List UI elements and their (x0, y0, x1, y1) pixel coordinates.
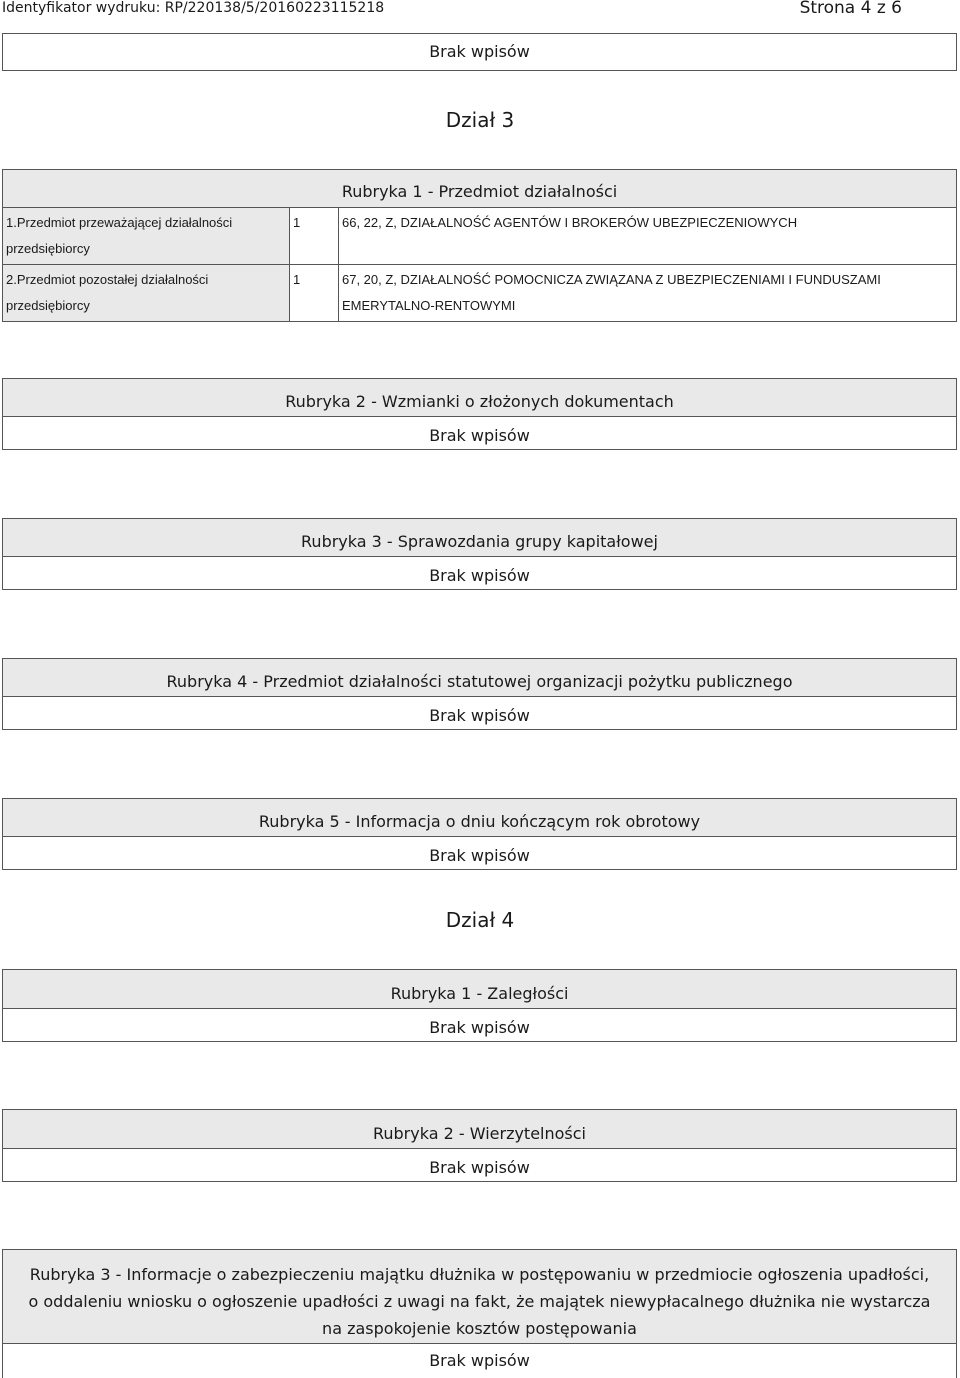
dzial4-rubryka3-body: Brak wpisów (429, 1351, 530, 1370)
dzial4-rubryka2-title: Rubryka 2 - Wierzytelności (3, 1110, 956, 1149)
dzial3-title: Dział 3 (445, 108, 515, 132)
dzial3-rubryka4-body: Brak wpisów (429, 706, 530, 725)
dzial3-rubryka3-body: Brak wpisów (429, 566, 530, 585)
dzial3-rubryka1-table (2, 207, 957, 322)
dzial3-rubryka2-title: Rubryka 2 - Wzmianki o złożonych dokumentach (3, 379, 956, 417)
table-row (3, 265, 957, 322)
table-row (3, 208, 957, 265)
dzial4-rubryka1-body: Brak wpisów (429, 1018, 530, 1037)
print-identifier: Identyfikator wydruku: RP/220138/5/20160223115218 (2, 0, 385, 16)
row-value: 67, 20, Z, DZIAŁALNOŚĆ POMOCNICZA ZWIĄZANA Z UBEZPIECZENIAMI I FUNDUSZAMI EMERYTALNO-RENTOWYMI (339, 265, 957, 322)
row-value: 66, 22, Z, DZIAŁALNOŚĆ AGENTÓW I BROKERÓW UBEZPIECZENIOWYCH (339, 208, 957, 265)
top-box-body: Brak wpisów (429, 42, 530, 61)
top-box (2, 33, 957, 71)
dzial3-rubryka3 (2, 518, 957, 590)
dzial4-rubryka1 (2, 969, 957, 1042)
dzial3-rubryka1-title: Rubryka 1 - Przedmiot działalności (3, 170, 956, 207)
dzial3-rubryka4 (2, 658, 957, 730)
dzial3-rubryka5-title: Rubryka 5 - Informacja o dniu kończącym rok obrotowy (3, 799, 956, 837)
dzial3-rubryka2 (2, 378, 957, 450)
dzial4-title: Dział 4 (445, 908, 515, 932)
dzial4-rubryka2 (2, 1109, 957, 1182)
dzial4-rubryka1-title: Rubryka 1 - Zaległości (3, 970, 956, 1009)
dzial3-rubryka5 (2, 798, 957, 870)
row-number: 1 (290, 265, 339, 322)
row-label: 2.Przedmiot pozostałej działalności przedsiębiorcy (3, 265, 290, 322)
dzial3-rubryka4-title: Rubryka 4 - Przedmiot działalności statutowej organizacji pożytku publicznego (3, 659, 956, 697)
dzial3-rubryka2-body: Brak wpisów (429, 426, 530, 445)
dzial3-rubryka1 (2, 169, 957, 313)
row-number: 1 (290, 208, 339, 265)
dzial4-rubryka3-title: Rubryka 3 - Informacje o zabezpieczeniu majątku dłużnika w postępowaniu w przedmiocie ogłoszenia upadłości, o oddaleniu wniosku o ogłoszenie upadłości z uwagi na fakt, że majątek niewypłacalnego dłużnika nie wystarcza na zaspokojenie kosztów postępowania (3, 1250, 956, 1344)
dzial3-rubryka3-title: Rubryka 3 - Sprawozdania grupy kapitałowej (3, 519, 956, 557)
dzial4-rubryka3 (2, 1249, 957, 1378)
row-label: 1.Przedmiot przeważającej działalności przedsiębiorcy (3, 208, 290, 265)
dzial3-rubryka5-body: Brak wpisów (429, 846, 530, 865)
page-header (0, 0, 960, 18)
dzial4-rubryka2-body: Brak wpisów (429, 1158, 530, 1177)
page-number: Strona 4 z 6 (799, 0, 902, 18)
